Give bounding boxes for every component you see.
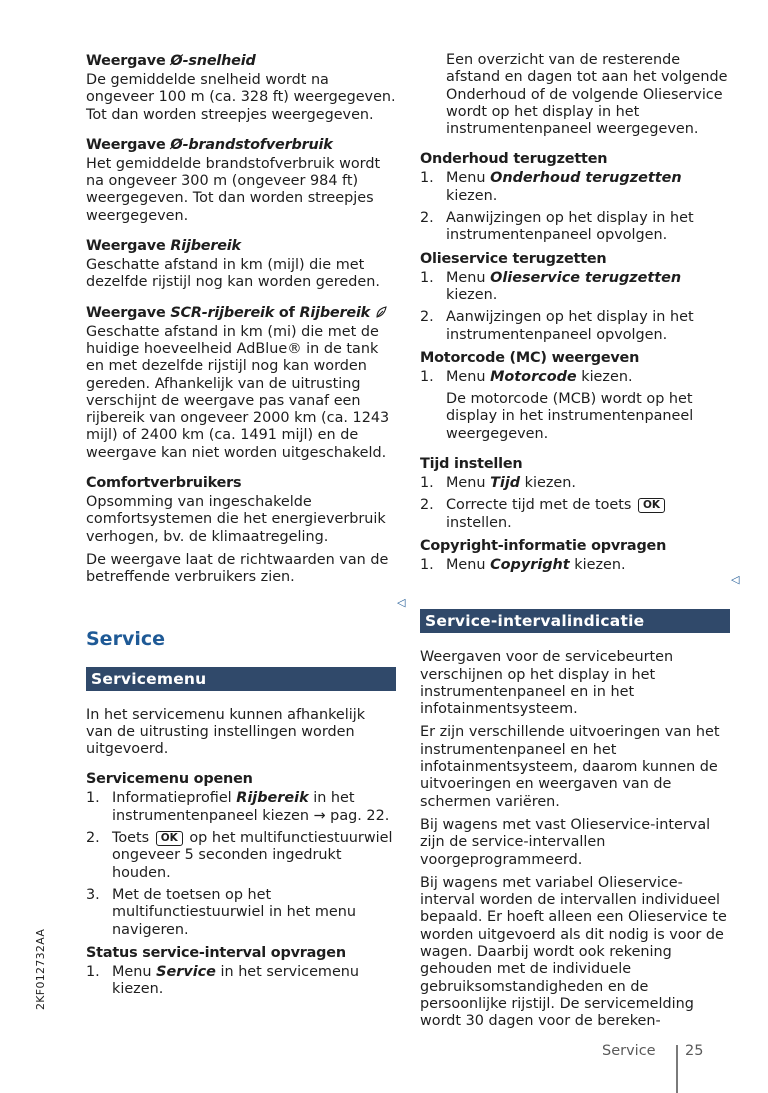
section-end-icon: ◁ <box>397 596 406 609</box>
heading-range: Weergave Rijbereik <box>86 238 241 255</box>
section-end-icon: ◁ <box>731 573 740 586</box>
heading-time: Tijd instellen <box>420 456 523 473</box>
ok-button-icon: OK <box>638 498 665 513</box>
interval-text-2: Er zijn verschillende uitvoeringen van het instrumentenpaneel en het infotainmentsysteem, daarom kunnen de uitvoeringen en weergaven van de schermen variëren. <box>420 724 720 810</box>
heading-avg-consumption: Weergave Ø-brandstofverbruik <box>86 136 333 153</box>
list-item: 1. Menu Onderhoud terugzetten kiezen. <box>420 170 682 204</box>
heading-motorcode: Motorcode (MC) weergeven <box>420 349 640 366</box>
status-continuation: Een overzicht van de resterende afstand en dagen tot aan het volgende Onderhoud of de volgende Olieservice wordt op het display in het instrumentenpaneel weergegeven. <box>446 52 728 138</box>
list-item: 1. Menu Motorcode kiezen. <box>420 368 633 385</box>
heading-copyright: Copyright-informatie opvragen <box>420 537 667 554</box>
list-item: 2. Correcte tijd met de toets OK instellen. <box>420 497 730 532</box>
heading-status-interval: Status service-interval opvragen <box>86 944 346 961</box>
list-item: 2. Aanwijzingen op het display in het instrumentenpaneel opvolgen. <box>420 210 694 244</box>
list-item: 2. Aanwijzingen op het display in het instrumentenpaneel opvolgen. <box>420 309 694 343</box>
comfort-text-2: De weergave laat de richtwaarden van de betreffende verbruikers zien. <box>86 551 389 586</box>
list-item: 1. Menu Copyright kiezen. <box>420 556 626 573</box>
section-title-service: Service <box>86 627 165 650</box>
heading-comfort: Comfortverbruikers <box>86 475 242 492</box>
interval-text-1: Weergaven voor de servicebeurten verschijnen op het display in het instrumentenpaneel en in het infotainmentsysteem. <box>420 649 674 718</box>
heading-avg-speed: Weergave Ø-snelheid <box>86 53 256 69</box>
interval-text-3: Bij wagens met vast Olieservice-interval zijn de service-intervallen voorgeprogrammeerd. <box>420 816 711 868</box>
list-item: 1. Menu Olieservice terugzetten kiezen. <box>420 269 682 303</box>
comfort-text-1: Opsomming van ingeschakelde comfortsystemen die het energieverbruik verhogen, bv. de klimaatregeling. <box>86 494 386 545</box>
left-column <box>86 52 396 1003</box>
list-item: 1. Menu Service in het servicemenu kiezen. <box>86 963 360 998</box>
page-number: 25 <box>685 1043 704 1059</box>
motorcode-note: De motorcode (MCB) wordt op het display in het instrumentenpaneel weergegeven. <box>446 391 694 442</box>
footer-section: Service <box>602 1043 656 1059</box>
heading-scr-range: Weergave SCR-rijbereik of Rijbereik <box>86 304 396 322</box>
list-item: 2. Toets OK op het multifunctiestuurwiel ongeveer 5 seconden ingedrukt houden. <box>86 830 393 881</box>
heading-reset-service: Onderhoud terugzetten <box>420 151 608 168</box>
range-text: Geschatte afstand in km (mijl) die met dezelfde rijstijl nog kan worden gereden. <box>86 257 380 291</box>
servicemenu-intro: In het servicemenu kunnen afhankelijk van de uitrusting instellingen worden uitgevoerd. <box>86 706 366 758</box>
service-interval-bar: Service-intervalindicatie <box>420 609 730 633</box>
avg-consumption-text: Het gemiddelde brandstofverbruik wordt na ongeveer 300 m (ongeveer 984 ft) weergegeven. Tot dan worden streepjes weergegeven. <box>86 155 381 224</box>
right-column <box>420 52 730 1030</box>
eco-leaf-icon <box>375 305 387 317</box>
avg-speed-text: De gemiddelde snelheid wordt na ongeveer 100 m (ca. 328 ft) weergegeven. Tot dan worden streepjes weergegeven. <box>86 72 396 123</box>
heading-servicemenu-open: Servicemenu openen <box>86 771 253 788</box>
list-item: 1. Informatieprofiel Rijbereik in het instrumentenpaneel kiezen → pag. 22. <box>86 790 390 824</box>
document-code: 2KF012732AA <box>34 928 47 1010</box>
footer-divider <box>676 1045 678 1093</box>
scr-range-text: Geschatte afstand in km (mi) die met de huidige hoeveelheid AdBlue® in de tank en met dezelfde rijstijl nog kan worden gereden. Afhankelijk van de uitrusting verschijnt de weergave pas vanaf een rijbereik van ongeveer 2000 km (ca. 1243 mijl) of 2400 km (ca. 1491 mijl) en de weergave kan niet worden uitgeschakeld. <box>86 323 390 461</box>
ok-button-icon: OK <box>156 831 183 846</box>
list-item: 3. Met de toetsen op het multifunctiestuurwiel in het menu navigeren. <box>86 886 356 938</box>
list-item: 1. Menu Tijd kiezen. <box>420 475 576 492</box>
interval-text-4: Bij wagens met variabel Olieservice-interval worden de intervallen individueel bepaald. Er hoeft alleen een Olieservice te worden uitgevoerd als dit nodig is voor de wagen. Daarbij wordt ook rekening gehouden met de individuele gebruiksomstandigheden en de persoonlijke rijstijl. De servicemelding wordt 30 dagen voor de bereken- <box>420 874 727 1030</box>
heading-reset-oil: Olieservice terugzetten <box>420 250 607 267</box>
servicemenu-bar: Servicemenu <box>86 667 396 691</box>
